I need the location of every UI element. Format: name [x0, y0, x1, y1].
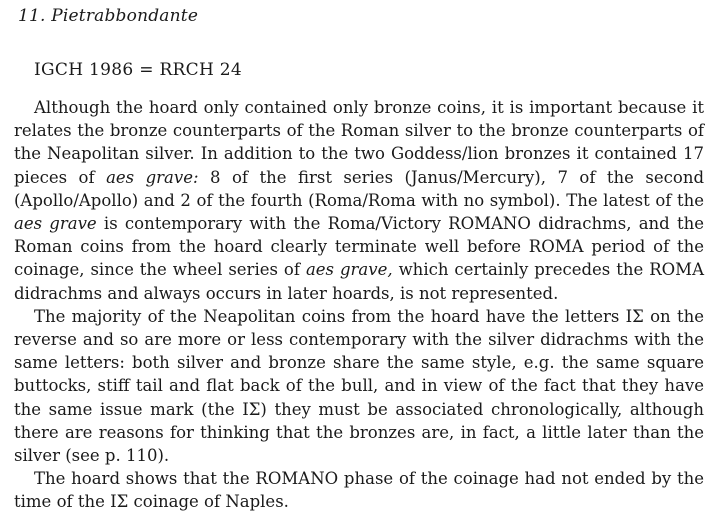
italic-term: aes grave, — [305, 260, 393, 280]
italic-term: aes grave — [14, 214, 97, 234]
hoard-reference: IGCH 1986 = RRCH 24 — [34, 60, 243, 80]
body-text — [14, 96, 704, 514]
text-run: The majority of the Neapolitan coins from the hoard have the letters ΙΣ on the reverse and so are more or less contemporary with the silver didrachms with the same letters: both silver and bronze share the same style, e.g. the same square buttocks, stiff tail and flat back of the bull, and in view of the fact that they have the same issue mark (the ΙΣ) they must be associated chronologically, although there are reasons for thinking that the bronzes are, in fact, a little later than the silver (see p. 110). — [14, 306, 704, 466]
section-title: Pietrabbondante — [51, 6, 199, 26]
text-run: which certainly precedes the ROMA didrachms and always occurs in later hoards, is not represented. — [14, 260, 704, 303]
section-heading — [18, 6, 198, 26]
text-run: The hoard shows that the ROMANO phase of the coinage had not ended by the time of the ΙΣ coinage of Naples. — [14, 469, 704, 512]
text-run: is contemporary with the Roma/Victory ROMANO didrachms, and the Roman coins from the hoard clearly terminate well before ROMA period of the coinage, since the wheel series of — [14, 214, 705, 280]
paragraph — [14, 96, 704, 305]
paragraph — [14, 467, 704, 513]
italic-term: aes grave: — [106, 167, 199, 187]
paragraph — [14, 305, 704, 467]
text-run: Although the hoard only contained only bronze coins, it is important because it relates the bronze counterparts of the Roman silver to the bronze counterparts of the Neapolitan silver. In addition to the two Goddess/lion bronzes it contained 17 pieces of — [14, 98, 704, 187]
section-number: 11. — [18, 6, 46, 26]
text-run: 8 of the first series (Janus/Mercury), 7 of the second (Apollo/Apollo) and 2 of the fourth (Roma/Roma with no symbol). The latest of the — [14, 167, 705, 210]
